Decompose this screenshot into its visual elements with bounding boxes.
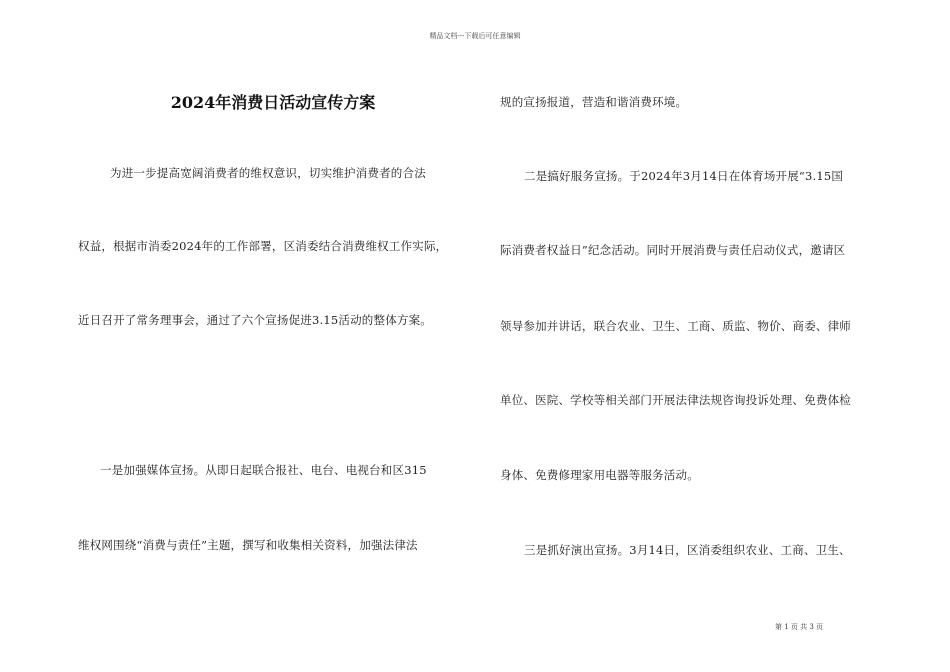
paragraph-line: 二是搞好服务宣扬。于2024年3月14日在体育场开展“3.15国 bbox=[524, 169, 844, 183]
paragraph-line: 际消费者权益日”纪念活动。同时开展消费与责任启动仪式，邀请区 bbox=[500, 243, 846, 257]
paragraph-line: 单位、医院、学校等相关部门开展法律法规咨询投诉处理、免费体检 bbox=[500, 393, 851, 407]
paragraph-line: 一是加强媒体宣扬。从即日起联合报社、电台、电视台和区315 bbox=[100, 463, 427, 477]
paragraph-line: 维权网围绕“消费与责任”主题，撰写和收集相关资料，加强法律法 bbox=[78, 538, 418, 552]
header-note: 精品文档---下载后可任意编辑 bbox=[429, 32, 521, 40]
paragraph-line: 领导参加并讲话，联合农业、卫生、工商、质监、物价、商委、律师 bbox=[500, 319, 851, 333]
paragraph-line: 身体、免费修理家用电器等服务活动。 bbox=[500, 468, 699, 482]
document-title: 2024年消费日活动宣传方案 bbox=[170, 93, 376, 112]
paragraph-line: 三是抓好演出宣扬。3月14日，区消委组织农业、工商、卫生、 bbox=[524, 543, 851, 557]
paragraph-line: 权益，根据市消委2024年的工作部署，区消委结合消费维权工作实际， bbox=[78, 239, 448, 253]
paragraph-line: 规的宣扬报道，营造和谐消费环境。 bbox=[500, 95, 688, 109]
page-number: 第 1 页 共 3 页 bbox=[775, 623, 824, 631]
paragraph-line: 为进一步提高宽阔消费者的维权意识，切实维护消费者的合法 bbox=[110, 166, 426, 180]
paragraph-line: 近日召开了常务理事会，通过了六个宣扬促进3.15活动的整体方案。 bbox=[78, 313, 433, 327]
